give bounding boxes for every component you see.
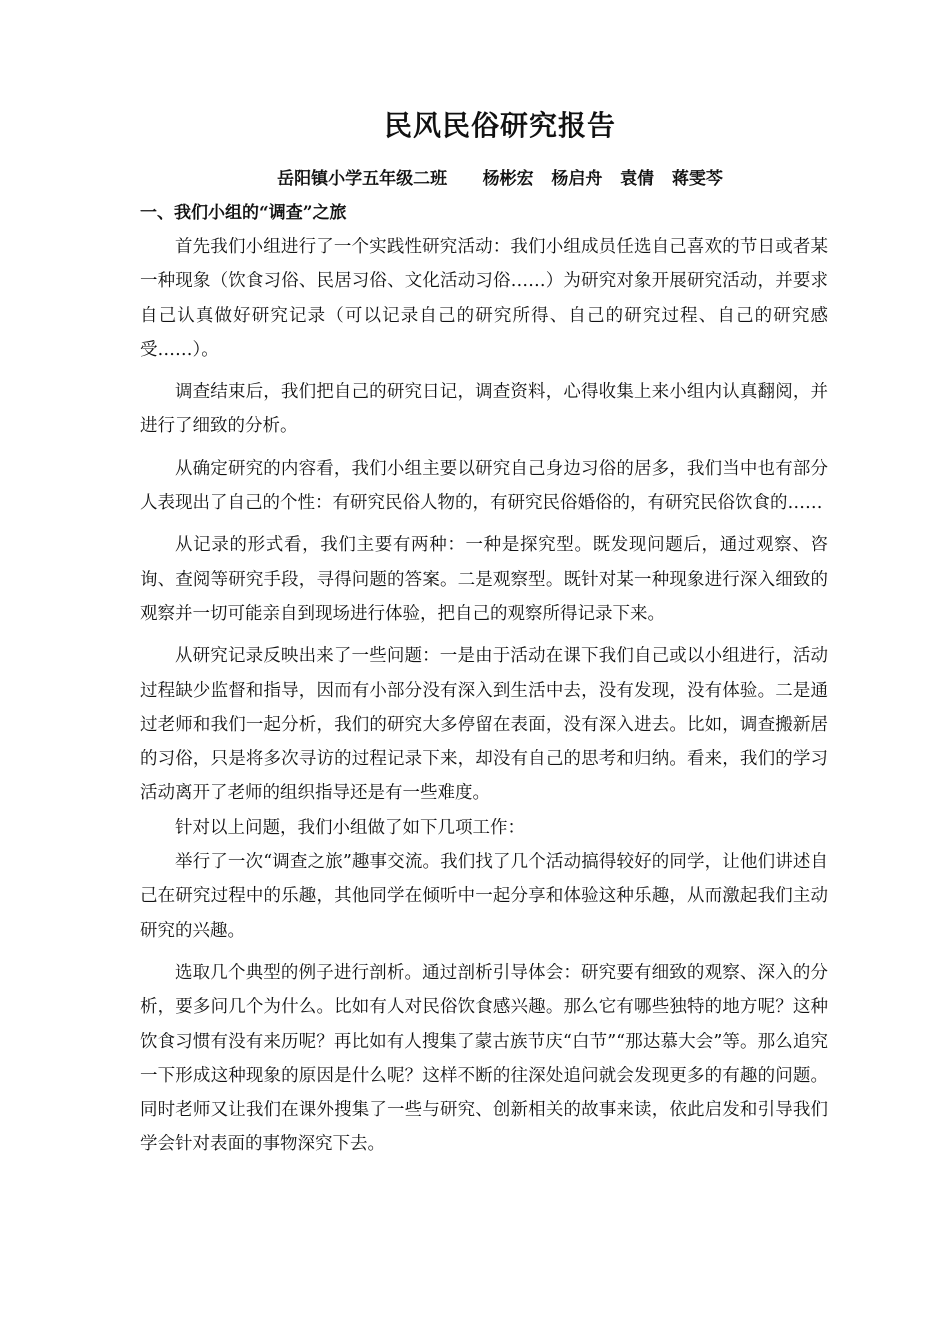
paragraph-2: 调查结束后，我们把自己的研究日记，调查资料，心得收集上来小组内认真翻阅，并进行了细致的分析。: [140, 382, 828, 437]
document-title: 民风民俗研究报告: [383, 109, 616, 142]
paragraph-8: 选取几个典型的例子进行剖析。通过剖析引导体会：研究要有细致的观察、深入的分析，要多问几个为什么。比如有人对民俗饮食感兴趣。那么它有哪些独特的地方呢？这种饮食习惯有没有来历呢？再比如有人搜集了蒙古族节庆“白节”“那达慕大会”等。那么追究一下形成这种现象的原因是什么呢？这样不断的往深处追问就会发现更多的有趣的问题。同时老师又让我们在课外搜集了一些与研究、创新相关的故事来读，依此启发和引导我们学会针对表面的事物深究下去。: [140, 962, 828, 1155]
paragraph-6: 针对以上问题，我们小组做了如下几项工作：: [175, 817, 525, 838]
paragraph-7: 举行了一次“调查之旅”趣事交流。我们找了几个活动搞得较好的同学，让他们讲述自己在研究过程中的乐趣，其他同学在倾听中一起分享和体验这种乐趣，从而激起我们主动研究的兴趣。: [140, 852, 828, 941]
paragraph-1: 首先我们小组进行了一个实践性研究活动：我们小组成员任选自己喜欢的节日或者某一种现象（饮食习俗、民居习俗、文化活动习俗……）为研究对象开展研究活动，并要求自己认真做好研究记录（可以记录自己的研究所得、自己的研究过程、自己的研究感受……）。: [140, 237, 828, 360]
paragraph-5: 从研究记录反映出来了一些问题：一是由于活动在课下我们自己或以小组进行，活动过程缺少监督和指导，因而有小部分没有深入到生活中去，没有发现，没有体验。二是通过老师和我们一起分析，我们的研究大多停留在表面，没有深入进去。比如，调查搬新居的习俗，只是将多次寻访的过程记录下来，却没有自己的思考和归纳。看来，我们的学习活动离开了老师的组织指导还是有一些难度。: [140, 646, 828, 804]
paragraph-4: 从记录的形式看，我们主要有两种：一种是探究型。既发现问题后，通过观察、咨询、查阅等研究手段，寻得问题的答案。二是观察型。既针对某一种现象进行深入细致的观察并一切可能亲自到现场进行体验，把自己的观察所得记录下来。: [140, 535, 828, 624]
section-heading: 一、我们小组的“调查”之旅: [140, 203, 347, 223]
document-body: [140, 230, 828, 1162]
authors-line: 岳阳镇小学五年级二班 杨彬宏 杨启舟 袁倩 蒋雯芩: [277, 169, 723, 189]
paragraph-3: 从确定研究的内容看，我们小组主要以研究自己身边习俗的居多，我们当中也有部分人表现出了自己的个性：有研究民俗人物的，有研究民俗婚俗的，有研究民俗饮食的……: [140, 458, 828, 514]
